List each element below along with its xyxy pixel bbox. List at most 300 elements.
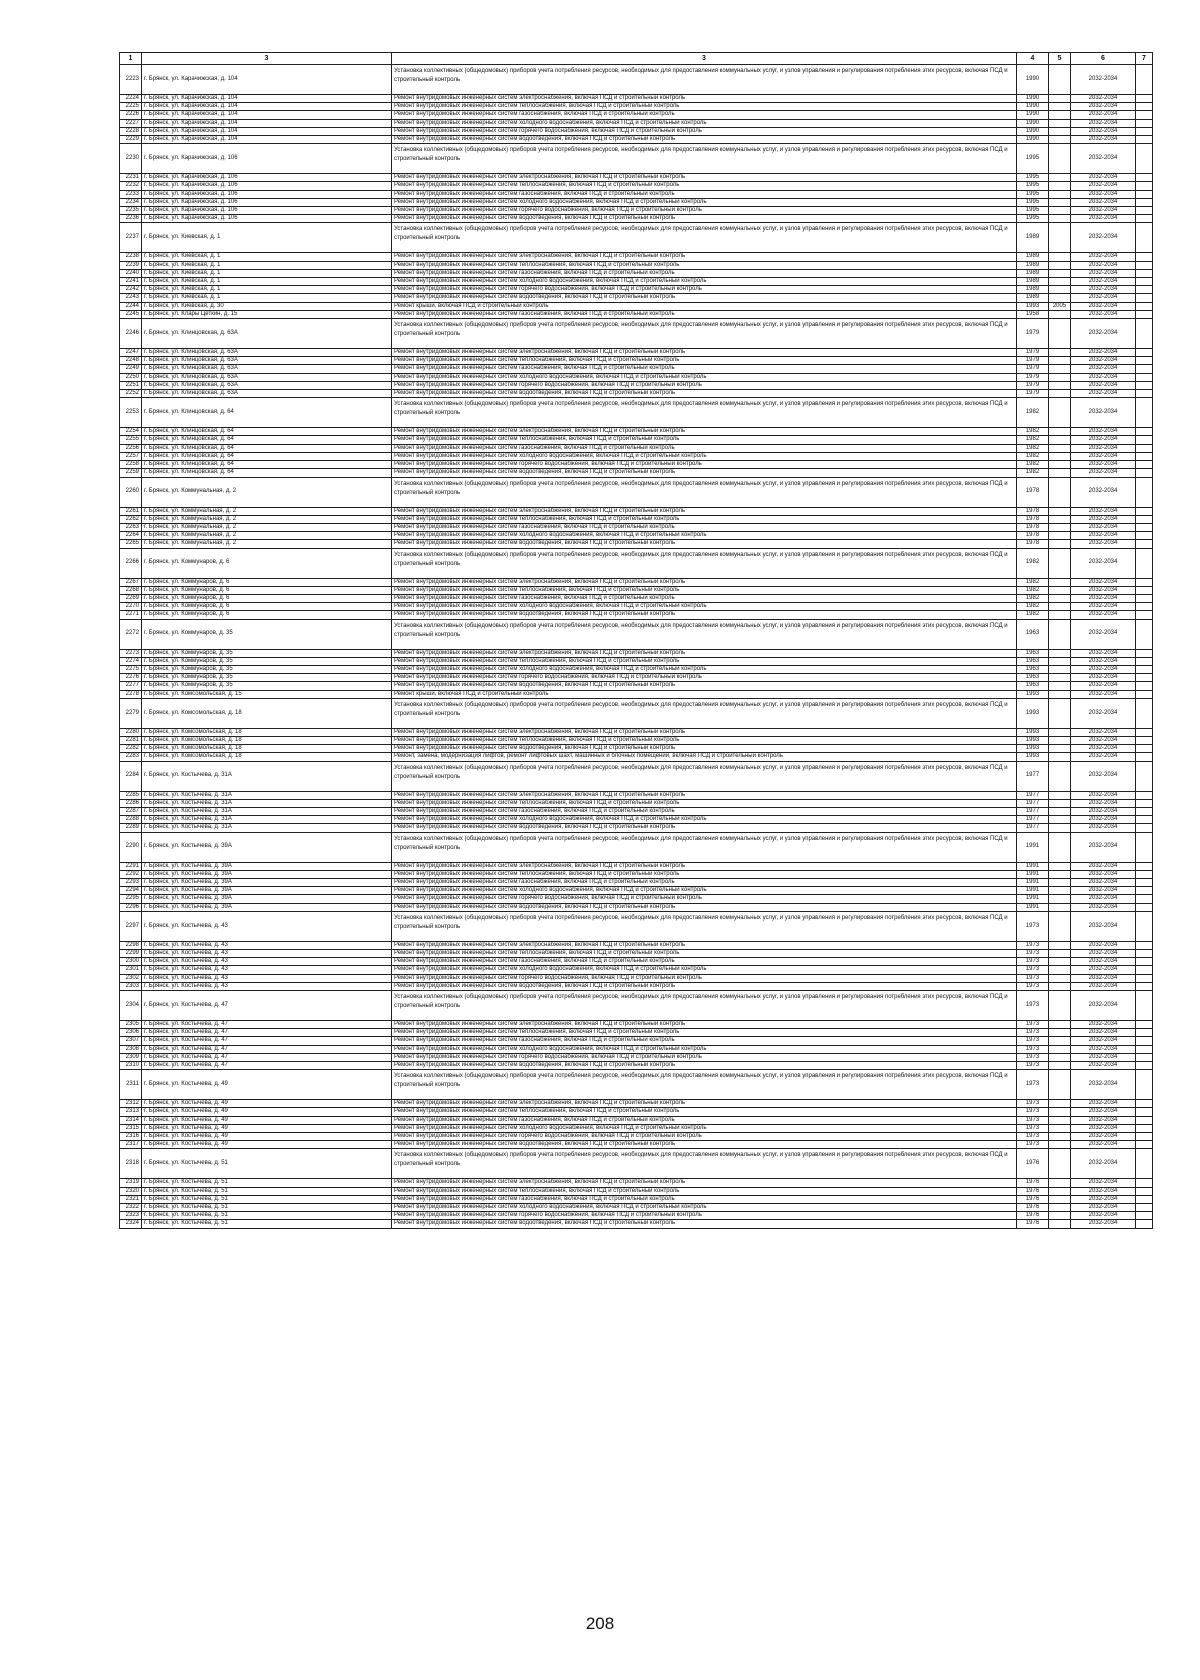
row-work-type: Ремонт внутридомовых инженерных систем газоснабжения, включая ПСД и строительный контроль: [392, 444, 1017, 452]
row-col7: [1136, 887, 1153, 895]
row-col5: [1049, 1116, 1071, 1124]
row-number: 2308: [120, 1045, 142, 1053]
row-col5: [1049, 974, 1071, 982]
row-period: 2032-2034: [1071, 1149, 1136, 1179]
table-row: [120, 1179, 1153, 1187]
row-address: г. Брянск, ул. Костычева, д. 49: [142, 1133, 392, 1141]
row-work-type: Ремонт внутридомовых инженерных систем газоснабжения, включая ПСД и строительный контроль: [392, 111, 1017, 119]
row-year: 1977: [1017, 761, 1049, 791]
row-work-type: Ремонт внутридомовых инженерных систем холодного водоснабжения, включая ПСД и строительный контроль: [392, 1204, 1017, 1212]
row-year: 1979: [1017, 381, 1049, 389]
row-work-type: Ремонт внутридомовых инженерных систем горячего водоснабжения, включая ПСД и строительный контроль: [392, 1053, 1017, 1061]
row-address: г. Брянск, ул. Костычева, д. 51: [142, 1187, 392, 1195]
row-number: 2231: [120, 174, 142, 182]
row-period: 2032-2034: [1071, 824, 1136, 832]
header-col-2: 3: [142, 53, 392, 65]
row-number: 2306: [120, 1029, 142, 1037]
row-year: 1978: [1017, 515, 1049, 523]
row-col7: [1136, 111, 1153, 119]
row-col7: [1136, 950, 1153, 958]
row-work-type: Ремонт внутридомовых инженерных систем электроснабжения, включая ПСД и строительный контроль: [392, 507, 1017, 515]
row-year: 1989: [1017, 223, 1049, 253]
row-col7: [1136, 190, 1153, 198]
row-col7: [1136, 461, 1153, 469]
row-work-type: Ремонт крыши, включая ПСД и строительный контроль: [392, 302, 1017, 310]
row-period: 2032-2034: [1071, 365, 1136, 373]
table-row: [120, 1141, 1153, 1149]
row-period: 2032-2034: [1071, 586, 1136, 594]
row-col5: [1049, 477, 1071, 507]
row-year: 1973: [1017, 911, 1049, 941]
row-col5: [1049, 428, 1071, 436]
row-address: г. Брянск, ул. Костычева, д. 47: [142, 1062, 392, 1070]
row-work-type: Ремонт внутридомовых инженерных систем водоотведения, включая ПСД и строительный контроль: [392, 540, 1017, 548]
row-year: 1991: [1017, 832, 1049, 862]
row-number: 2278: [120, 690, 142, 698]
row-period: 2032-2034: [1071, 1133, 1136, 1141]
row-col5: [1049, 357, 1071, 365]
row-number: 2260: [120, 477, 142, 507]
row-col7: [1136, 903, 1153, 911]
row-number: 2319: [120, 1179, 142, 1187]
row-col5: [1049, 515, 1071, 523]
row-work-type: Ремонт внутридомовых инженерных систем электроснабжения, включая ПСД и строительный контроль: [392, 578, 1017, 586]
row-address: г. Брянск, ул. Клинцовская, д. 64: [142, 398, 392, 428]
table-row: [120, 103, 1153, 111]
row-period: 2032-2034: [1071, 1029, 1136, 1037]
row-period: 2032-2034: [1071, 1116, 1136, 1124]
row-address: г. Брянск, ул. Коммунаров, д. 35: [142, 674, 392, 682]
row-col7: [1136, 1195, 1153, 1203]
table-row: [120, 1133, 1153, 1141]
row-number: 2313: [120, 1108, 142, 1116]
row-number: 2245: [120, 310, 142, 318]
table-row: [120, 966, 1153, 974]
row-year: 1982: [1017, 428, 1049, 436]
row-period: 2032-2034: [1071, 174, 1136, 182]
row-col5: [1049, 1141, 1071, 1149]
table-row: [120, 728, 1153, 736]
table-row: [120, 649, 1153, 657]
row-year: 1973: [1017, 1062, 1049, 1070]
row-period: 2032-2034: [1071, 799, 1136, 807]
row-col7: [1136, 174, 1153, 182]
row-col7: [1136, 1062, 1153, 1070]
row-year: 1973: [1017, 1037, 1049, 1045]
row-number: 2254: [120, 428, 142, 436]
row-number: 2284: [120, 761, 142, 791]
row-col7: [1136, 540, 1153, 548]
row-period: 2032-2034: [1071, 381, 1136, 389]
table-row: [120, 207, 1153, 215]
row-period: 2032-2034: [1071, 674, 1136, 682]
row-year: 1982: [1017, 548, 1049, 578]
row-work-type: Ремонт внутридомовых инженерных систем холодного водоснабжения, включая ПСД и строительный контроль: [392, 198, 1017, 206]
row-col7: [1136, 895, 1153, 903]
table-row: [120, 381, 1153, 389]
row-year: 1990: [1017, 136, 1049, 144]
row-col7: [1136, 469, 1153, 477]
row-col5: [1049, 728, 1071, 736]
row-year: 1977: [1017, 816, 1049, 824]
table-row: [120, 182, 1153, 190]
row-work-type: Ремонт внутридомовых инженерных систем водоотведения, включая ПСД и строительный контроль: [392, 903, 1017, 911]
row-period: 2032-2034: [1071, 532, 1136, 540]
row-year: 1979: [1017, 373, 1049, 381]
row-year: 1973: [1017, 1124, 1049, 1132]
row-period: 2032-2034: [1071, 461, 1136, 469]
row-work-type: Установка коллективных (общедомовых) приборов учета потребления ресурсов, необходимых для предоставления коммунальных услуг, и узлов управления и регулирования потребления этих ресурсов, включая ПСД и строительный контроль: [392, 761, 1017, 791]
row-address: г. Брянск, ул. Коммунаров, д. 6: [142, 586, 392, 594]
row-number: 2269: [120, 594, 142, 602]
row-col5: [1049, 373, 1071, 381]
row-number: 2298: [120, 941, 142, 949]
row-number: 2228: [120, 127, 142, 135]
row-work-type: Ремонт внутридомовых инженерных систем водоотведения, включая ПСД и строительный контроль: [392, 824, 1017, 832]
row-col7: [1136, 373, 1153, 381]
row-address: г. Брянск, ул. Карачижская, д. 104: [142, 111, 392, 119]
row-work-type: Ремонт внутридомовых инженерных систем горячего водоснабжения, включая ПСД и строительный контроль: [392, 381, 1017, 389]
row-number: 2246: [120, 319, 142, 349]
row-work-type: Ремонт внутридомовых инженерных систем водоотведения, включая ПСД и строительный контроль: [392, 469, 1017, 477]
row-col7: [1136, 444, 1153, 452]
row-year: 1976: [1017, 1187, 1049, 1195]
row-period: 2032-2034: [1071, 682, 1136, 690]
row-col5: [1049, 507, 1071, 515]
row-year: 1963: [1017, 682, 1049, 690]
row-col5: [1049, 832, 1071, 862]
row-number: 2277: [120, 682, 142, 690]
row-col7: [1136, 310, 1153, 318]
row-period: 2032-2034: [1071, 548, 1136, 578]
row-period: 2032-2034: [1071, 515, 1136, 523]
row-period: 2032-2034: [1071, 136, 1136, 144]
row-work-type: Ремонт внутридомовых инженерных систем электроснабжения, включая ПСД и строительный контроль: [392, 941, 1017, 949]
row-work-type: Ремонт внутридомовых инженерных систем водоотведения, включая ПСД и строительный контроль: [392, 294, 1017, 302]
row-col7: [1136, 1045, 1153, 1053]
row-work-type: Ремонт внутридомовых инженерных систем теплоснабжения, включая ПСД и строительный контроль: [392, 261, 1017, 269]
row-col7: [1136, 286, 1153, 294]
row-period: 2032-2034: [1071, 444, 1136, 452]
row-col5: [1049, 603, 1071, 611]
row-col7: [1136, 603, 1153, 611]
row-col7: [1136, 1070, 1153, 1100]
row-col7: [1136, 594, 1153, 602]
row-col5: [1049, 198, 1071, 206]
row-work-type: Ремонт внутридомовых инженерных систем теплоснабжения, включая ПСД и строительный контроль: [392, 736, 1017, 744]
row-year: 1990: [1017, 65, 1049, 95]
row-address: г. Брянск, ул. Карачижская, д. 106: [142, 215, 392, 223]
row-year: 1979: [1017, 319, 1049, 349]
row-col5: 2005: [1049, 302, 1071, 310]
row-period: 2032-2034: [1071, 1212, 1136, 1220]
table-row: [120, 357, 1153, 365]
row-number: 2293: [120, 878, 142, 886]
row-address: г. Брянск, ул. Карачижская, д. 104: [142, 65, 392, 95]
row-col7: [1136, 215, 1153, 223]
row-work-type: Ремонт внутридомовых инженерных систем теплоснабжения, включая ПСД и строительный контроль: [392, 799, 1017, 807]
row-col7: [1136, 515, 1153, 523]
row-year: 1993: [1017, 736, 1049, 744]
row-col5: [1049, 436, 1071, 444]
row-work-type: Установка коллективных (общедомовых) приборов учета потребления ресурсов, необходимых для предоставления коммунальных услуг, и узлов управления и регулирования потребления этих ресурсов, включая ПСД и строительный контроль: [392, 991, 1017, 1021]
row-period: 2032-2034: [1071, 1037, 1136, 1045]
row-work-type: Ремонт внутридомовых инженерных систем холодного водоснабжения, включая ПСД и строительный контроль: [392, 1124, 1017, 1132]
row-col5: [1049, 532, 1071, 540]
row-address: г. Брянск, ул. Костычева, д. 51: [142, 1149, 392, 1179]
row-col7: [1136, 1100, 1153, 1108]
row-address: г. Брянск, ул. Костычева, д. 31А: [142, 761, 392, 791]
row-address: г. Брянск, ул. Клинцовская, д. 64: [142, 428, 392, 436]
row-period: 2032-2034: [1071, 903, 1136, 911]
row-number: 2282: [120, 745, 142, 753]
row-period: 2032-2034: [1071, 982, 1136, 990]
row-work-type: Ремонт внутридомовых инженерных систем газоснабжения, включая ПСД и строительный контроль: [392, 523, 1017, 531]
row-work-type: Ремонт крыши, включая ПСД и строительный контроль: [392, 690, 1017, 698]
table-row: [120, 428, 1153, 436]
row-col5: [1049, 586, 1071, 594]
row-year: 1982: [1017, 586, 1049, 594]
row-work-type: Ремонт внутридомовых инженерных систем горячего водоснабжения, включая ПСД и строительный контроль: [392, 461, 1017, 469]
table-row: [120, 824, 1153, 832]
table-row: [120, 761, 1153, 791]
row-number: 2290: [120, 832, 142, 862]
row-period: 2032-2034: [1071, 452, 1136, 460]
row-work-type: Ремонт внутридомовых инженерных систем теплоснабжения, включая ПСД и строительный контроль: [392, 1108, 1017, 1116]
table-row: [120, 111, 1153, 119]
row-period: 2032-2034: [1071, 966, 1136, 974]
table-row: [120, 548, 1153, 578]
table-row: [120, 941, 1153, 949]
row-year: 1973: [1017, 991, 1049, 1021]
row-address: г. Брянск, ул. Киевская, д. 1: [142, 269, 392, 277]
row-col5: [1049, 698, 1071, 728]
row-year: 1979: [1017, 349, 1049, 357]
row-year: 1973: [1017, 974, 1049, 982]
table-row: [120, 390, 1153, 398]
row-number: 2265: [120, 540, 142, 548]
row-number: 2303: [120, 982, 142, 990]
row-number: 2307: [120, 1037, 142, 1045]
row-year: 1993: [1017, 728, 1049, 736]
row-address: г. Брянск, ул. Коммунаров, д. 35: [142, 649, 392, 657]
row-period: 2032-2034: [1071, 1179, 1136, 1187]
row-number: 2288: [120, 816, 142, 824]
row-period: 2032-2034: [1071, 736, 1136, 744]
row-address: г. Брянск, ул. Коммунаров, д. 6: [142, 578, 392, 586]
row-period: 2032-2034: [1071, 887, 1136, 895]
row-work-type: Ремонт внутридомовых инженерных систем электроснабжения, включая ПСД и строительный контроль: [392, 728, 1017, 736]
row-col5: [1049, 207, 1071, 215]
row-year: 1973: [1017, 1029, 1049, 1037]
header-col-1: 1: [120, 53, 142, 65]
table-row: [120, 753, 1153, 761]
table-row: [120, 1124, 1153, 1132]
row-address: г. Брянск, ул. Костычева, д. 39А: [142, 862, 392, 870]
row-year: 1973: [1017, 941, 1049, 949]
table-row: [120, 136, 1153, 144]
table-row: [120, 319, 1153, 349]
row-col7: [1136, 753, 1153, 761]
row-number: 2320: [120, 1187, 142, 1195]
row-period: 2032-2034: [1071, 728, 1136, 736]
row-work-type: Ремонт внутридомовых инженерных систем газоснабжения, включая ПСД и строительный контроль: [392, 269, 1017, 277]
row-col5: [1049, 878, 1071, 886]
row-period: 2032-2034: [1071, 540, 1136, 548]
table-row: [120, 903, 1153, 911]
row-address: г. Брянск, ул. Костычева, д. 47: [142, 1029, 392, 1037]
row-work-type: Ремонт внутридомовых инженерных систем теплоснабжения, включая ПСД и строительный контроль: [392, 950, 1017, 958]
row-period: 2032-2034: [1071, 1045, 1136, 1053]
row-year: 1990: [1017, 111, 1049, 119]
table-row: [120, 586, 1153, 594]
row-address: г. Брянск, ул. Костычева, д. 31А: [142, 816, 392, 824]
row-col7: [1136, 1204, 1153, 1212]
table-row: [120, 95, 1153, 103]
table-row: [120, 1037, 1153, 1045]
row-col7: [1136, 799, 1153, 807]
row-year: 1995: [1017, 190, 1049, 198]
row-period: 2032-2034: [1071, 1220, 1136, 1228]
row-address: г. Брянск, ул. Костычева, д. 47: [142, 1021, 392, 1029]
row-year: 1963: [1017, 657, 1049, 665]
row-col5: [1049, 349, 1071, 357]
row-address: г. Брянск, ул. Киевская, д. 1: [142, 253, 392, 261]
row-period: 2032-2034: [1071, 469, 1136, 477]
row-period: 2032-2034: [1071, 878, 1136, 886]
row-address: г. Брянск, ул. Киевская, д. 30: [142, 302, 392, 310]
row-col5: [1049, 611, 1071, 619]
row-work-type: Ремонт внутридомовых инженерных систем теплоснабжения, включая ПСД и строительный контроль: [392, 515, 1017, 523]
row-year: 1991: [1017, 903, 1049, 911]
row-col7: [1136, 966, 1153, 974]
row-period: 2032-2034: [1071, 207, 1136, 215]
row-period: 2032-2034: [1071, 1070, 1136, 1100]
row-number: 2258: [120, 461, 142, 469]
table-row: [120, 1029, 1153, 1037]
row-col5: [1049, 1070, 1071, 1100]
row-period: 2032-2034: [1071, 950, 1136, 958]
row-col5: [1049, 911, 1071, 941]
row-col5: [1049, 761, 1071, 791]
row-address: г. Брянск, ул. Комсомольская, д. 18: [142, 698, 392, 728]
row-address: г. Брянск, ул. Костычева, д. 47: [142, 1037, 392, 1045]
row-number: 2257: [120, 452, 142, 460]
row-col7: [1136, 1212, 1153, 1220]
row-col5: [1049, 895, 1071, 903]
row-col7: [1136, 398, 1153, 428]
row-address: г. Брянск, ул. Костычева, д. 31А: [142, 799, 392, 807]
row-address: г. Брянск, ул. Коммунальная, д. 2: [142, 532, 392, 540]
row-col5: [1049, 1187, 1071, 1195]
row-period: 2032-2034: [1071, 278, 1136, 286]
row-col7: [1136, 548, 1153, 578]
row-number: 2286: [120, 799, 142, 807]
row-period: 2032-2034: [1071, 1195, 1136, 1203]
row-work-type: Установка коллективных (общедомовых) приборов учета потребления ресурсов, необходимых для предоставления коммунальных услуг, и узлов управления и регулирования потребления этих ресурсов, включая ПСД и строительный контроль: [392, 1149, 1017, 1179]
row-period: 2032-2034: [1071, 941, 1136, 949]
row-period: 2032-2034: [1071, 832, 1136, 862]
row-col5: [1049, 469, 1071, 477]
row-col5: [1049, 816, 1071, 824]
row-period: 2032-2034: [1071, 974, 1136, 982]
row-number: 2256: [120, 444, 142, 452]
row-year: 1993: [1017, 753, 1049, 761]
row-address: г. Брянск, ул. Коммунаров, д. 6: [142, 548, 392, 578]
row-col5: [1049, 1053, 1071, 1061]
row-address: г. Брянск, ул. Костычева, д. 39А: [142, 870, 392, 878]
row-address: г. Брянск, ул. Костычева, д. 49: [142, 1116, 392, 1124]
row-col5: [1049, 398, 1071, 428]
row-address: г. Брянск, ул. Комсомольская, д. 15: [142, 690, 392, 698]
row-col7: [1136, 1133, 1153, 1141]
row-col7: [1136, 862, 1153, 870]
row-work-type: Ремонт внутридомовых инженерных систем водоотведения, включая ПСД и строительный контроль: [392, 1220, 1017, 1228]
row-year: 1973: [1017, 1141, 1049, 1149]
row-col7: [1136, 507, 1153, 515]
row-address: г. Брянск, ул. Коммунальная, д. 2: [142, 540, 392, 548]
row-address: г. Брянск, ул. Коммунальная, д. 2: [142, 507, 392, 515]
row-period: 2032-2034: [1071, 436, 1136, 444]
row-address: г. Брянск, ул. Костычева, д. 39А: [142, 832, 392, 862]
row-col5: [1049, 870, 1071, 878]
row-number: 2274: [120, 657, 142, 665]
row-year: 1995: [1017, 174, 1049, 182]
row-year: 1990: [1017, 95, 1049, 103]
row-year: 1973: [1017, 1133, 1049, 1141]
row-year: 1973: [1017, 1100, 1049, 1108]
row-address: г. Брянск, ул. Киевская, д. 1: [142, 294, 392, 302]
row-col7: [1136, 690, 1153, 698]
table-body: [120, 65, 1153, 1229]
row-address: г. Брянск, ул. Комсомольская, д. 18: [142, 736, 392, 744]
row-year: 1973: [1017, 982, 1049, 990]
table-row: [120, 674, 1153, 682]
row-number: 2223: [120, 65, 142, 95]
row-number: 2230: [120, 144, 142, 174]
table-row: [120, 594, 1153, 602]
row-work-type: Ремонт внутридомовых инженерных систем электроснабжения, включая ПСД и строительный контроль: [392, 349, 1017, 357]
row-col7: [1136, 223, 1153, 253]
row-year: 1979: [1017, 390, 1049, 398]
row-period: 2032-2034: [1071, 349, 1136, 357]
row-work-type: Ремонт внутридомовых инженерных систем теплоснабжения, включая ПСД и строительный контроль: [392, 182, 1017, 190]
row-col5: [1049, 1179, 1071, 1187]
table-row: [120, 253, 1153, 261]
row-number: 2304: [120, 991, 142, 1021]
row-col7: [1136, 1021, 1153, 1029]
row-period: 2032-2034: [1071, 761, 1136, 791]
row-number: 2227: [120, 119, 142, 127]
row-work-type: Ремонт внутридомовых инженерных систем водоотведения, включая ПСД и строительный контроль: [392, 136, 1017, 144]
row-number: 2280: [120, 728, 142, 736]
row-col7: [1136, 1220, 1153, 1228]
row-period: 2032-2034: [1071, 373, 1136, 381]
table-row: [120, 665, 1153, 673]
row-number: 2267: [120, 578, 142, 586]
row-period: 2032-2034: [1071, 895, 1136, 903]
row-year: 1973: [1017, 1070, 1049, 1100]
row-address: г. Брянск, ул. Карачижская, д. 106: [142, 174, 392, 182]
row-col7: [1136, 144, 1153, 174]
row-work-type: Ремонт внутридомовых инженерных систем водоотведения, включая ПСД и строительный контроль: [392, 1141, 1017, 1149]
row-address: г. Брянск, ул. Костычева, д. 39А: [142, 878, 392, 886]
row-col7: [1136, 728, 1153, 736]
row-number: 2261: [120, 507, 142, 515]
row-col7: [1136, 294, 1153, 302]
row-period: 2032-2034: [1071, 991, 1136, 1021]
row-year: 1995: [1017, 207, 1049, 215]
